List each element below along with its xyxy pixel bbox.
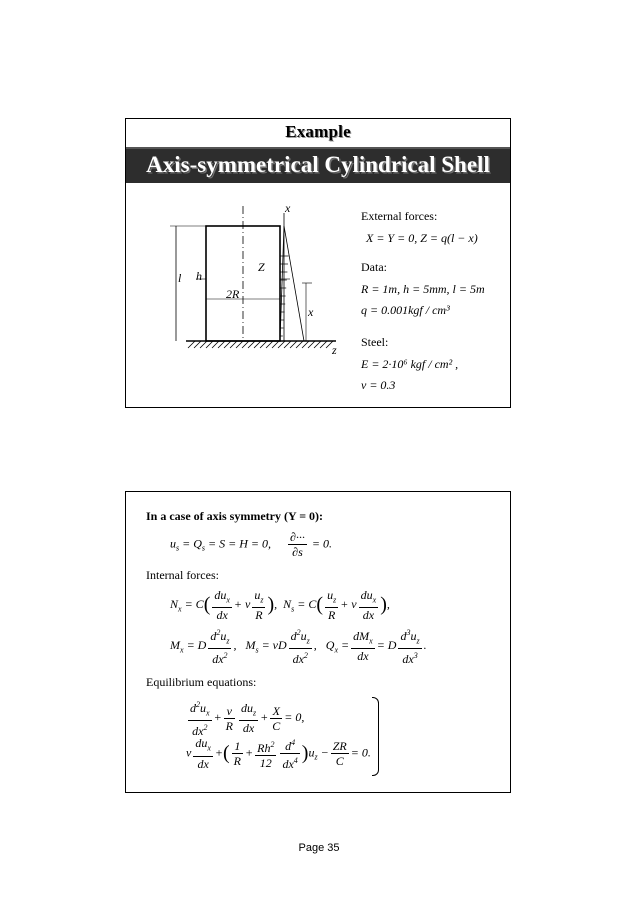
internal-forces-label: Internal forces: [146,568,219,582]
axis-symmetry-slide [125,491,511,793]
example-title: Example [285,122,351,141]
equilibrium-equations-label: Equilibrium equations: [146,675,257,689]
x-axis-label-top: x [285,201,291,215]
length-l-label: l [178,271,182,285]
symmetry-conditions-equation: $u_s = Q_s = S = H = 0$, $\frac{\partial\cdot\cdot\cdot}{\partial s}$ = 0. [170,530,333,559]
external-forces-label: External forces: [361,209,438,223]
equilibrium-equation-1: $\frac{d^2u_x}{dx^2}$ + $\frac{\nu}{R}$ $\frac{du_z}{dx}$ + $\frac{X}{C}$ = 0, [190,700,305,739]
z-axis-label: z [332,343,337,357]
steel-label: Steel: [361,335,389,349]
data-label: Data: [361,260,387,274]
title-banner [126,147,510,183]
equilibrium-equation-2: ν $\frac{du_x}{dx}$ +( $\frac{1}{R}$ + $\frac{Rh^2}{12}$ $\frac{d^4}{dx^4}$ )$u_z$ − $\frac{ZR}{C}$ = 0. [186,736,371,771]
banner-title: Axis-symmetrical Cylindrical Shell [146,152,490,177]
normal-forces-equation: $N_x = C$( $\frac{du_x}{dx}$ + ν $\frac{u_z}{R}$ ), $N_s = C$( $\frac{u_z}{R}$ + ν $\frac{du_x}{dx}$ ), [170,588,390,623]
system-brace [372,697,379,776]
moments-shear-equation: $M_x = D$ $\frac{d^2u_z}{dx^2}$ , $M_s = \nu D$ $\frac{d^2u_z}{dx^2}$ , $Q_x$ = $\frac{dM_x}{dx}$ = D $\frac{d^3u_z}{dx^3}$ . [170,628,427,667]
load-z-label: Z [258,260,265,274]
data-equation-dimensions: R = 1m, h = 5mm, l = 5m [361,282,485,296]
external-forces-equation: X = Y = 0, Z = q(l − x) [366,231,478,245]
steel-modulus-equation: E = 2·10⁶ kgf / cm² , [361,357,459,371]
example-slide [125,118,511,408]
page-number: Page 35 [298,842,340,854]
thickness-h-label: h [196,269,202,283]
axis-symmetry-heading: In a case of axis symmetry (Y = 0): [146,509,324,523]
x-axis-label-side: x [308,305,314,319]
steel-poisson-equation: ν = 0.3 [361,378,396,392]
data-equation-load: q = 0.001kgf / cm³ [361,303,450,317]
diameter-2r-label: 2R [226,287,240,301]
